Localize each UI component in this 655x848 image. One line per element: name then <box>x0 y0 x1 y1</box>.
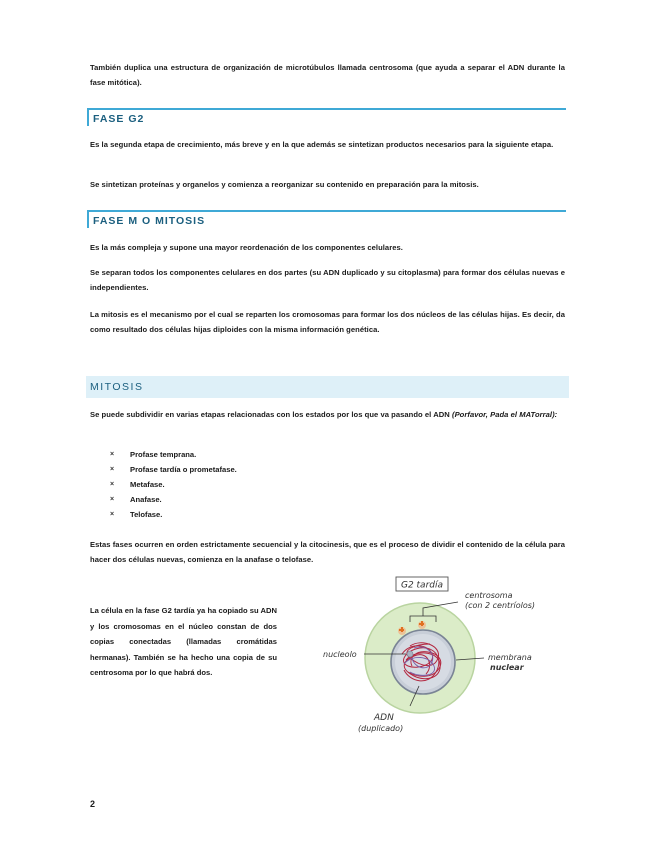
list-item <box>110 462 237 477</box>
heading-mitosis-band <box>86 376 569 398</box>
list-item <box>110 492 237 507</box>
heading-fase-g2 <box>90 108 566 126</box>
g2-cell-diagram <box>310 574 570 744</box>
bullet-icon: × <box>110 466 115 473</box>
list-item-text: Metafase. <box>130 480 165 489</box>
label-adn: ADN <box>374 713 394 723</box>
diagram-title: G2 tardía <box>400 580 444 591</box>
paragraph-centrosoma: También duplica una estructura de organización de microtúbulos llamada centrosoma (que ayuda a separar el ADN durante la fase mitótica). <box>90 63 565 87</box>
paragraph-m-2: Se separan todos los componentes celulares en dos partes (su ADN duplicado y su citoplasma) para formar dos células nuevas e independientes. <box>90 268 565 292</box>
label-membrana: membrana <box>488 653 532 662</box>
paragraph-mitosis-intro-text: Se puede subdividir en varias etapas relacionadas con los estados por los que va pasando el ADN <box>90 410 450 419</box>
label-nuclear: nuclear <box>490 663 524 672</box>
paragraph-m-1: Es la más compleja y supone una mayor reordenación de los componentes celulares. <box>90 243 403 252</box>
paragraph-mitosis-mnemonic: (Porfavor, Pada el MATorral): <box>451 410 558 419</box>
paragraph-g2-2: Se sintetizan proteínas y organelos y comienza a reorganizar su contenido en preparación para la mitosis. <box>90 180 479 189</box>
heading-fase-g2-text: FASE G2 <box>93 113 145 125</box>
label-centrosoma-sub: (con 2 centríolos) <box>465 601 535 610</box>
paragraph-g2-cell-description: La célula en la fase G2 tardía ya ha copiado su ADN y los cromosomas en el núcleo constan de dos copias conectadas (llamadas cromátidas hermanas). También se ha hecho una copia de su centrosoma por lo que habrá dos. <box>90 606 277 677</box>
mitosis-phase-list <box>110 447 237 522</box>
list-item-text: Anafase. <box>130 495 162 504</box>
list-item-text: Telofase. <box>130 510 163 519</box>
list-item <box>110 507 237 522</box>
paragraph-mitosis-intro <box>90 407 565 422</box>
paragraph-mitosis-after: Estas fases ocurren en orden estrictamente secuencial y la citocinesis, que es el proceso de dividir el contenido de la célula para hacer dos células nuevas, comienza en la anafase o telofase. <box>90 540 565 564</box>
list-item-text: Profase temprana. <box>130 450 197 459</box>
heading-fase-m <box>90 210 566 228</box>
bullet-icon: × <box>110 451 115 458</box>
label-nucleolo: nucleolo <box>323 650 357 659</box>
page-number: 2 <box>90 799 96 809</box>
list-item <box>110 447 237 462</box>
heading-mitosis-text: MITOSIS <box>90 381 144 393</box>
label-centrosoma: centrosoma <box>465 591 513 600</box>
list-item-text: Profase tardía o prometafase. <box>130 465 237 474</box>
paragraph-g2-1: Es la segunda etapa de crecimiento, más breve y en la que además se sintetizan productos necesarios para la siguiente etapa. <box>90 140 554 149</box>
bullet-icon: × <box>110 511 115 518</box>
bullet-icon: × <box>110 481 115 488</box>
paragraph-m-3: La mitosis es el mecanismo por el cual se reparten los cromosomas para formar los dos núcleos de las células hijas. Es decir, da como resultado dos células hijas diploides con la misma información genética. <box>90 310 565 334</box>
nucleolus <box>407 651 413 657</box>
bullet-icon: × <box>110 496 115 503</box>
label-adn-sub: (duplicado) <box>358 724 404 733</box>
list-item <box>110 477 237 492</box>
heading-fase-m-text: FASE M O MITOSIS <box>93 215 206 227</box>
